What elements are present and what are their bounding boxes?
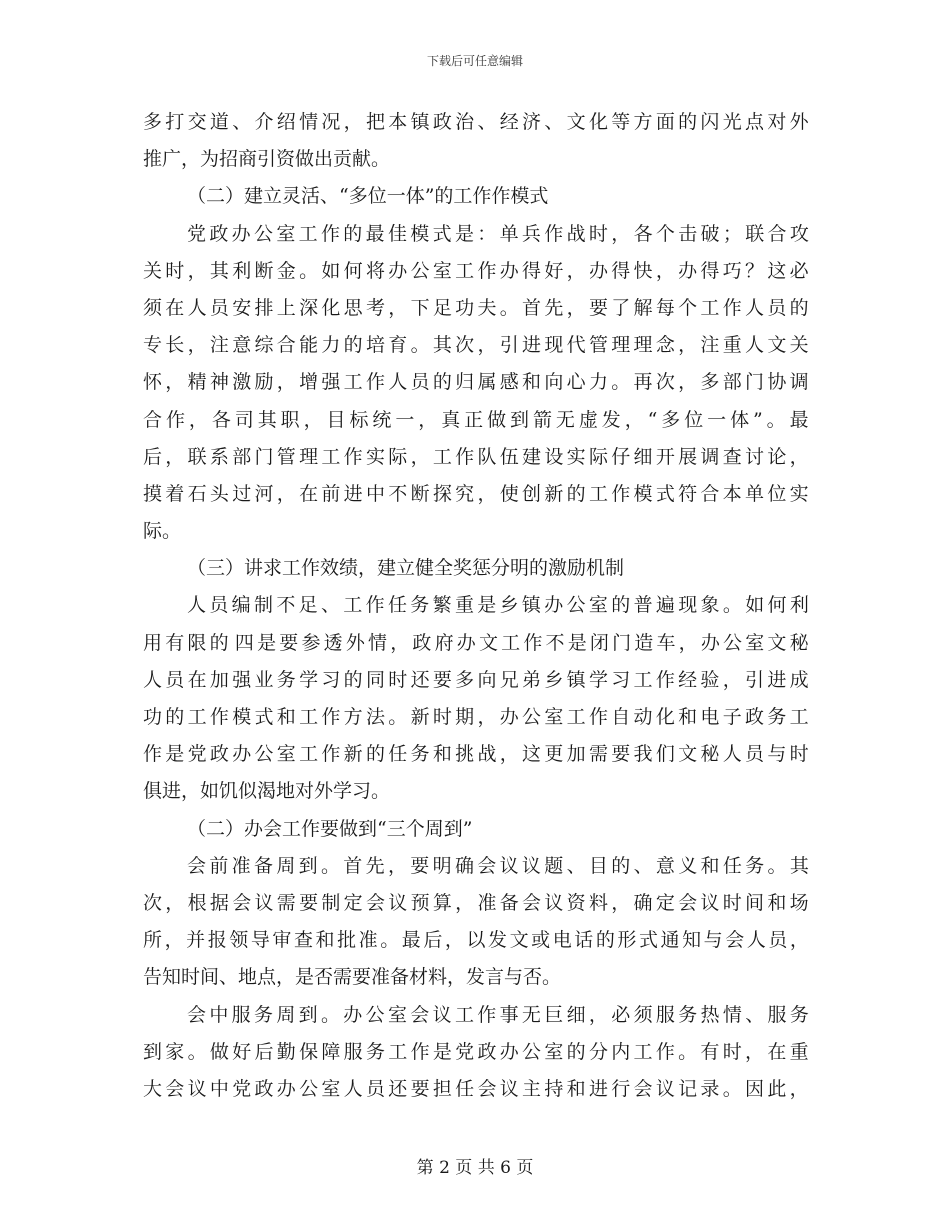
paragraph-line: 后 ， 联 系 部 门 管 理 工 作 实 际 ， 工 作 队 伍 建 设 实 际 仔 细 开 展 调 查 讨 论 ， (143, 445, 809, 468)
paragraph-line: 多 打 交 道 、 介 绍 情 况 ， 把 本 镇 政 治 、 经 济 、 文 化 等 方 面 的 闪 光 点 对 外 (143, 111, 809, 133)
document-body (143, 104, 809, 1108)
page-footer-number: 第 2 页 共 6 页 (416, 1158, 534, 1178)
paragraph-line: 摸 着 石 头 过 河 ， 在 前 进 中 不 断 探 究 ， 使 创 新 的 工 作 模 式 符 合 本 单 位 实 (143, 482, 809, 505)
section-heading: （二）建立灵活、“多位一体”的工作作模式 (187, 185, 549, 208)
paragraph-line: 人 员 在 加 强 业 务 学 习 的 同 时 还 要 多 向 兄 弟 乡 镇 学 习 工 作 经 验 ， 引 进 成 (143, 668, 809, 691)
paragraph-line: 用 有 限 的 四 是 要 参 透 外 情 ， 政 府 办 文 工 作 不 是 闭 门 造 车 ， 办 公 室 文 秘 (143, 631, 809, 654)
paragraph-line: 所 ， 并 报 领 导 审 查 和 批 准 。 最 后 ， 以 发 文 或 电 话 的 形 式 通 知 与 会 人 员 ， (143, 929, 809, 952)
section-heading: （二）办会工作要做到“三个周到” (187, 817, 473, 840)
paragraph-line: 俱进，如饥似渴地对外学习。 (143, 780, 391, 803)
section-heading: （三）讲求工作效绩，建立健全奖惩分明的激励机制 (187, 557, 625, 580)
paragraph-line: 党 政 办 公 室 工 作 的 最 佳 模 式 是 ： 单 兵 作 战 时 ， 各 个 击 破 ； 联 合 攻 (187, 222, 809, 245)
paragraph-line: 告知时间、地点，是否需要准备材料，发言与否。 (143, 966, 562, 989)
paragraph-line: 关 时 ， 其 利 断 金 。 如 何 将 办 公 室 工 作 办 得 好 ， 办 得 快 ， 办 得 巧 ？ 这 必 (143, 259, 809, 282)
paragraph-line: 次 ， 根 据 会 议 需 要 制 定 会 议 预 算 ， 准 备 会 议 资 料 ， 确 定 会 议 时 间 和 场 (143, 891, 809, 914)
paragraph-line: 际。 (143, 520, 182, 543)
paragraph-line: 会 中 服 务 周 到 。 办 公 室 会 议 工 作 事 无 巨 细 ， 必 须 服 务 热 情 、 服 务 (187, 1003, 809, 1026)
paragraph-line: 大 会 议 中 党 政 办 公 室 人 员 还 要 担 任 会 议 主 持 和 进 行 会 议 记 录 。 因 此 ， (143, 1077, 809, 1100)
page-header-note: 下载后可任意编辑 (426, 54, 523, 68)
paragraph-line: 须 在 人 员 安 排 上 深 化 思 考 ， 下 足 功 夫 。 首 先 ， 要 了 解 每 个 工 作 人 员 的 (143, 296, 809, 319)
paragraph-line: 专 长 ， 注 意 综 合 能 力 的 培 育 。 其 次 ， 引 进 现 代 管 理 理 念 ， 注 重 人 文 关 (143, 334, 809, 357)
paragraph-line: 到 家 。 做 好 后 勤 保 障 服 务 工 作 是 党 政 办 公 室 的 分 内 工 作 。 有 时 ， 在 重 (143, 1040, 809, 1063)
paragraph-line: 功 的 工 作 模 式 和 工 作 方 法 。 新 时 期 ， 办 公 室 工 作 自 动 化 和 电 子 政 务 工 (143, 706, 809, 728)
paragraph-line: 合 作 ， 各 司 其 职 ， 目 标 统 一 ， 真 正 做 到 箭 无 虚 发 ， “ 多 位 一 体 ” 。 最 (143, 408, 809, 431)
paragraph-line: 推广，为招商引资做出贡献。 (143, 148, 391, 171)
paragraph-line: 会 前 准 备 周 到 。 首 先 ， 要 明 确 会 议 议 题 、 目 的 、 意 义 和 任 务 。 其 (187, 854, 809, 877)
paragraph-line: 作 是 党 政 办 公 室 工 作 新 的 任 务 和 挑 战 ， 这 更 加 需 要 我 们 文 秘 人 员 与 时 (143, 743, 809, 766)
paragraph-line: 人 员 编 制 不 足 、 工 作 任 务 繁 重 是 乡 镇 办 公 室 的 普 遍 现 象 。 如 何 利 (187, 594, 809, 617)
paragraph-line: 怀 ， 精 神 激 励 ， 增 强 工 作 人 员 的 归 属 感 和 向 心 力 。 再 次 ， 多 部 门 协 调 (143, 371, 809, 394)
